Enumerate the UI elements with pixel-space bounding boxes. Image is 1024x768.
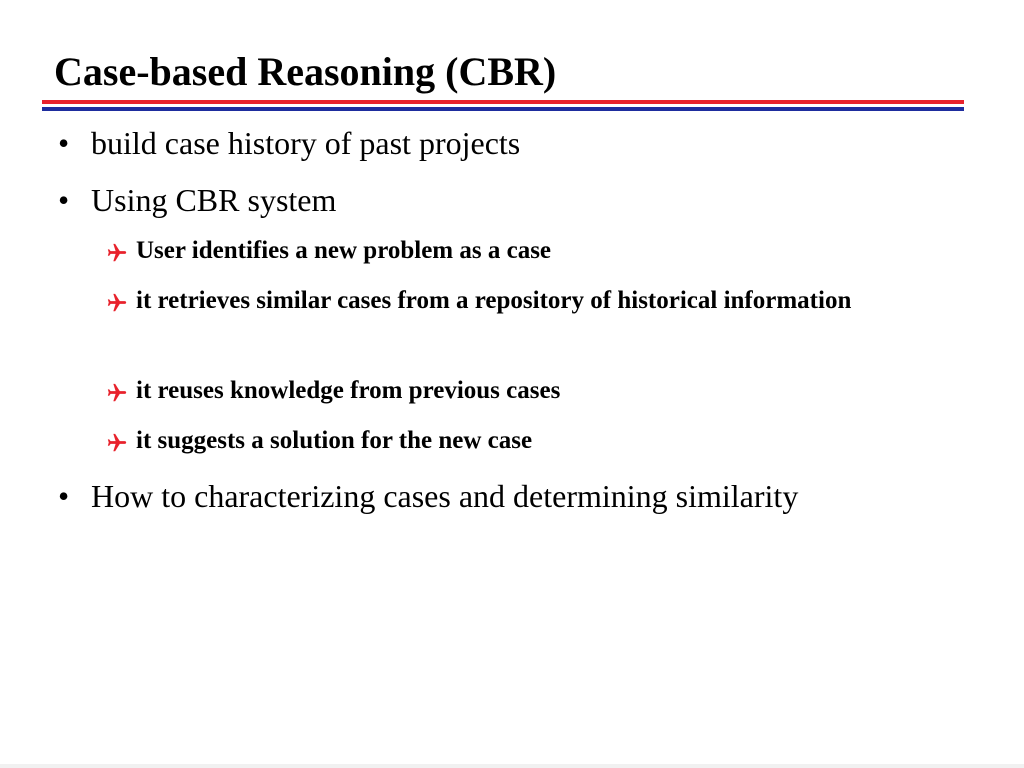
bullet-item (54, 119, 934, 167)
slide-title: Case-based Reasoning (CBR) (54, 49, 557, 94)
bullet-text: build case history of past projects (91, 125, 521, 161)
sub-bullet-text: User identifies a new problem as a case (136, 237, 552, 264)
sub-bullet-item (106, 372, 956, 410)
bullet-dot-icon: • (58, 182, 70, 218)
sub-bullet-text: it retrieves similar cases from a repository of historical information (136, 287, 852, 314)
sub-bullet-text: it reuses knowledge from previous cases (136, 377, 561, 404)
bullet-dot-icon: • (58, 478, 70, 514)
airplane-icon (106, 242, 128, 264)
sub-bullet-item (106, 282, 956, 320)
airplane-icon (106, 432, 128, 454)
title-underline-blue (42, 107, 964, 111)
bullet-text: How to characterizing cases and determining similarity (91, 478, 799, 514)
airplane-icon (106, 382, 128, 404)
bullet-item (54, 176, 934, 224)
title-underline-red (42, 100, 964, 104)
bottom-border (0, 764, 1024, 768)
bullet-dot-icon: • (58, 125, 70, 161)
airplane-icon (106, 292, 128, 314)
sub-bullet-item (106, 422, 956, 460)
bullet-text: Using CBR system (91, 182, 337, 218)
sub-bullet-text: it suggests a solution for the new case (136, 427, 533, 454)
sub-bullet-item (106, 232, 956, 270)
bullet-item (54, 472, 934, 520)
